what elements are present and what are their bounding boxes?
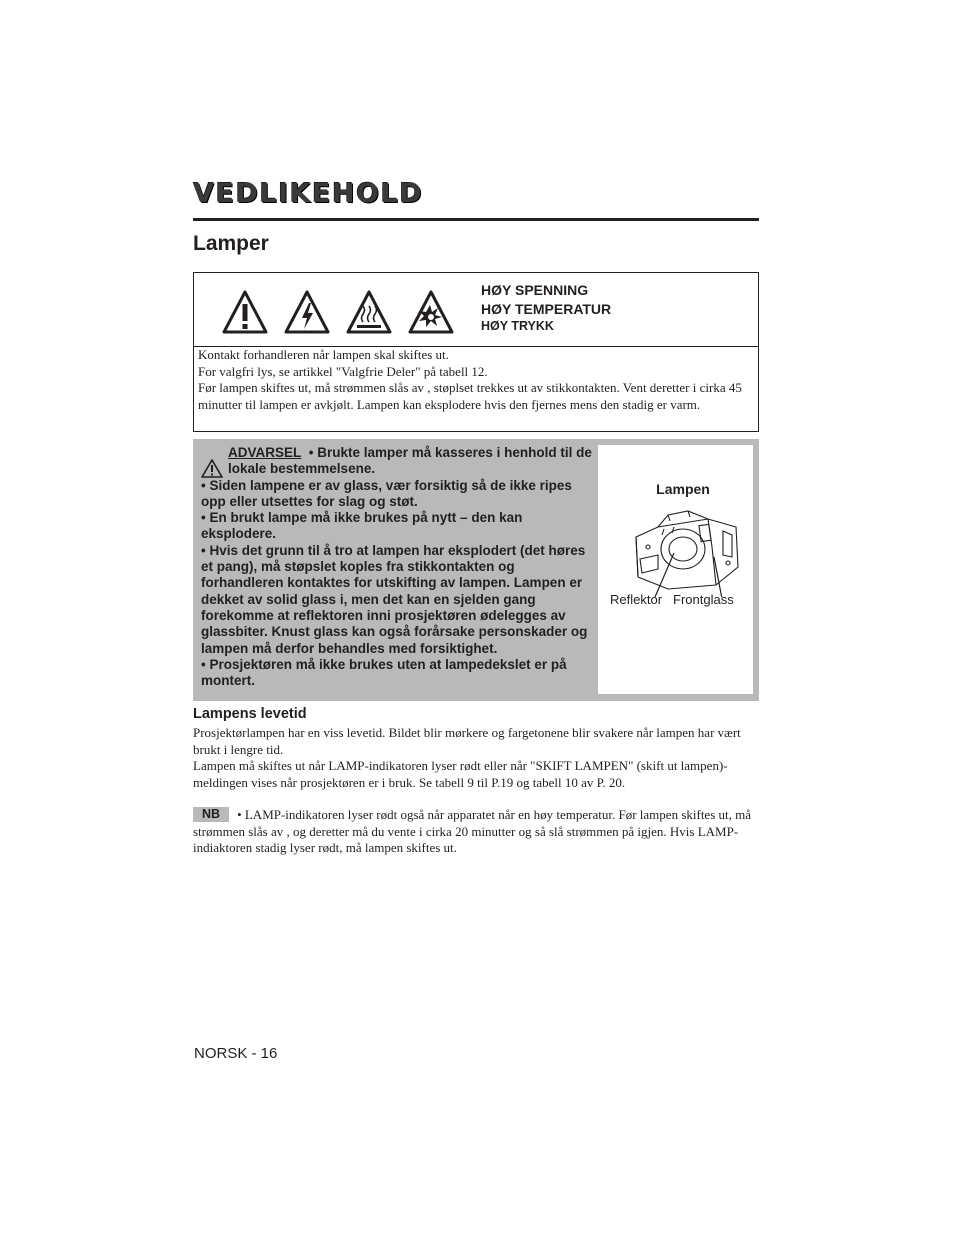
warning-item: • En brukt lampe må ikke brukes på nytt – den kan eksplodere. xyxy=(201,510,523,542)
warning-item: • Hvis det grunn til å tro at lampen har eksplodert (det høres et pang), må støpslet koples fra stikkontakten og forhandleren kontaktes for utskifting av lampen. Lampen er dekket av solid glass i, men det kan en sjelden gang forekomme at reflektoren inni prosjektøren ødelegges av glassbiter. Knust glass kan også forårsake personskader og lampen må derfor behandles med forsiktighet. xyxy=(201,542,588,656)
note-block xyxy=(193,807,759,857)
page-number: NORSK - 16 xyxy=(194,1045,278,1062)
warning-triangle-icon xyxy=(201,459,223,478)
lamp-figure-panel xyxy=(598,445,753,694)
warning-item: • Brukte lamper må kasseres i henhold til de lokale bestemmelsene. xyxy=(228,445,592,477)
hot-surface-icon xyxy=(346,290,392,334)
title-divider xyxy=(193,218,759,221)
instruction-line: Kontakt forhandleren når lampen skal skiftes ut. xyxy=(198,347,449,362)
hazard-header xyxy=(194,273,758,347)
hazard-box xyxy=(193,272,759,432)
page-title: VEDLIKEHOLD xyxy=(193,178,424,209)
warning-item: • Prosjektøren må ikke brukes uten at lampedekslet er på montert. xyxy=(201,656,567,689)
high-voltage-icon xyxy=(284,290,330,334)
explosion-icon xyxy=(408,290,454,334)
hazard-high-temperature: HØY TEMPERATUR xyxy=(481,301,612,317)
hazard-high-voltage: HØY SPENNING xyxy=(481,282,589,298)
paragraph: Lampen må skiftes ut når LAMP-indikatoren lyser rødt eller når "SKIFT LAMPEN" (skift ut lampen)-meldingen vises når prosjektøren er i bruk. Se tabell 9 til P.19 og tabell 10 av P. 20. xyxy=(193,758,728,790)
instruction-line: Før lampen skiftes ut, må strømmen slås av , støplset trekkes ut av stikkontakten. Vent deretter i cirka 45 minutter til lampen er avkjølt. Lampen kan eksplodere hvis den fjernes mens den stadig er varm. xyxy=(198,380,742,412)
section-heading: Lampens levetid xyxy=(193,706,307,722)
figure-title: Lampen xyxy=(656,481,710,497)
warning-text xyxy=(201,445,593,689)
lamp-illustration xyxy=(628,507,743,597)
hazard-high-pressure: HØY TRYKK xyxy=(481,319,554,333)
hazard-icons xyxy=(222,290,462,334)
section-title: Lamper xyxy=(193,232,269,255)
warning-triangle-icon xyxy=(222,290,268,334)
hazard-instructions xyxy=(198,347,754,413)
warning-first-item xyxy=(201,445,593,478)
note-text: • LAMP-indikatoren lyser rødt også når apparatet når en høy temperatur. Før lampen skiftes ut, må strømmen slås av , og deretter må du vente i cirka 20 minutter og så slå strømmen på igjen. Hvis LAMP-indiaktoren stadig lyser rødt, må lampen skiftes ut. xyxy=(193,807,752,855)
instruction-line: For valgfri lys, se artikkel "Valgfrie Deler" på tabell 12. xyxy=(198,363,488,379)
warning-label: ADVARSEL xyxy=(228,445,302,460)
warning-panel xyxy=(193,439,759,701)
warning-item: • Siden lampene er av glass, vær forsiktig så de ikke ripes opp eller utsettes for slag og støt. xyxy=(201,477,572,509)
label-reflector: Reflektor xyxy=(610,592,663,607)
label-frontglass: Frontglass xyxy=(673,592,734,607)
paragraph: Prosjektørlampen har en viss levetid. Bildet blir mørkere og fargetonene blir svakere når lampen har vært brukt i lengre tid. xyxy=(193,725,741,757)
note-badge: NB xyxy=(193,807,229,822)
